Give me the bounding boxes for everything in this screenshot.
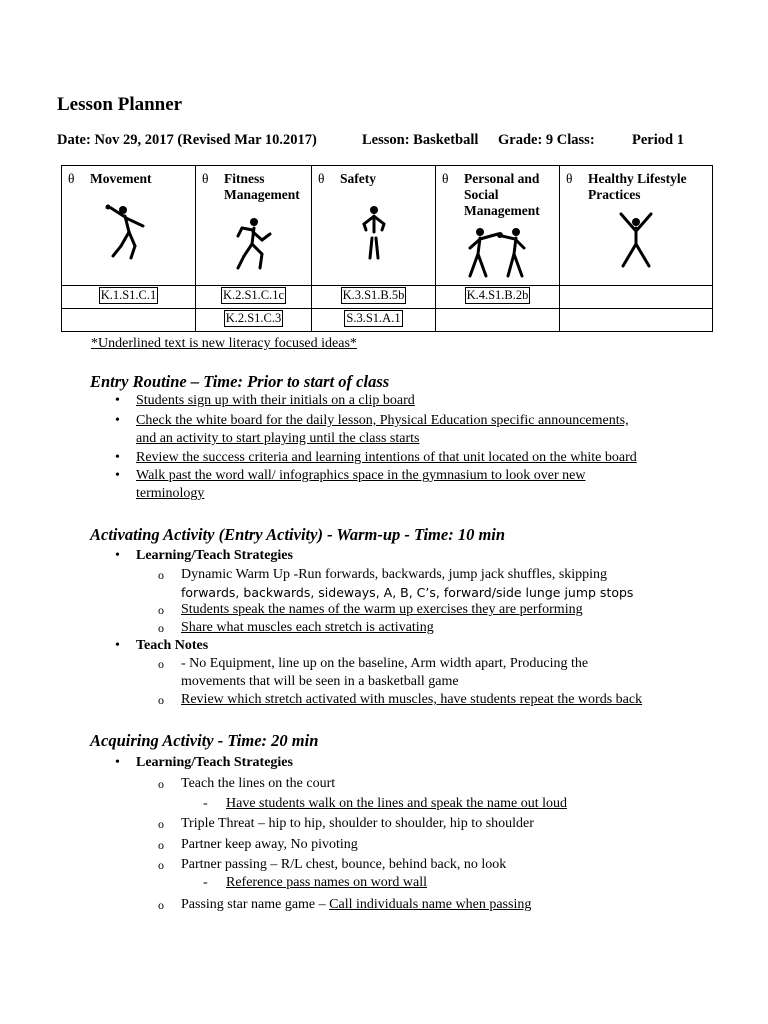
theta-symbol: θ — [566, 171, 573, 186]
standard-code-cell — [312, 309, 436, 332]
list-item: Triple Threat – hip to hip, shoulder to shoulder, hip to shoulder — [181, 816, 534, 831]
list-item: Partner passing – R/L chest, bounce, behind back, no look — [181, 857, 507, 872]
lesson-name: Lesson: Basketball — [362, 132, 479, 148]
sub-bullet: o — [158, 657, 164, 671]
standard-code: K.4.S1.B.2b — [466, 288, 529, 302]
header-label: Safety — [340, 171, 376, 186]
lesson-period: Period 1 — [632, 132, 684, 148]
list-item-continued: and an activity to start playing until the class starts — [136, 431, 420, 446]
dash-bullet: - — [203, 796, 208, 811]
list-item: Review the success criteria and learning intentions of that unit located on the white board — [136, 450, 637, 465]
strategies-label: Learning/Teach Strategies — [136, 755, 293, 770]
entry-routine-heading: Entry Routine – Time: Prior to start of class — [90, 372, 390, 391]
sub-bullet: o — [158, 858, 164, 872]
activating-activity-heading: Activating Activity (Entry Activity) - Warm-up - Time: 10 min — [90, 525, 506, 544]
list-sub-item: Have students walk on the lines and speak the name out loud — [226, 796, 567, 811]
list-sub-item: Reference pass names on word wall — [226, 875, 427, 890]
standard-header-personal-social — [436, 166, 560, 286]
standard-header-safety — [312, 166, 436, 286]
standard-code: S.3.S1.A.1 — [346, 311, 401, 325]
sub-bullet: o — [158, 817, 164, 831]
list-item: Partner keep away, No pivoting — [181, 837, 358, 852]
list-item-text: Passing star name game – — [181, 897, 330, 912]
lesson-date: Date: Nov 29, 2017 (Revised Mar 10.2017) — [57, 132, 317, 148]
sub-bullet: o — [158, 838, 164, 852]
list-item: Check the white board for the daily lesson, Physical Education specific announcements, — [136, 413, 629, 428]
standard-header-healthy-lifestyle — [560, 166, 713, 286]
list-item-underlined-text: Call individuals name when passing — [329, 897, 532, 912]
bullet: • — [115, 548, 120, 563]
standard-code-cell — [196, 286, 312, 309]
sub-bullet: o — [158, 777, 164, 791]
jumping-jack-figure-icon — [611, 208, 661, 272]
standard-code-cell-empty — [560, 286, 713, 309]
sub-bullet: o — [158, 568, 164, 582]
standard-header-fitness — [196, 166, 312, 286]
list-item: Walk past the word wall/ infographics space in the gymnasium to look over new — [136, 468, 586, 483]
sub-bullet: o — [158, 621, 164, 635]
standard-code-cell — [312, 286, 436, 309]
list-item: Students speak the names of the warm up exercises they are performing — [181, 602, 583, 617]
literacy-note: *Underlined text is new literacy focused ideas* — [91, 336, 357, 351]
standards-table — [61, 165, 713, 332]
safety-figure-icon — [354, 204, 394, 262]
list-item: Review which stretch activated with muscles, have students repeat the words back — [181, 692, 643, 707]
standard-code-cell — [436, 286, 560, 309]
standard-code-cell — [62, 286, 196, 309]
theta-symbol: θ — [202, 171, 209, 186]
header-label: Personal and Social Management — [464, 171, 540, 218]
standard-code: K.2.S1.C.3 — [225, 311, 282, 325]
teach-notes-label: Teach Notes — [136, 638, 209, 653]
acquiring-activity-heading: Acquiring Activity - Time: 20 min — [90, 731, 319, 750]
theta-symbol: θ — [68, 171, 75, 186]
standard-code: K.1.S1.C.1 — [100, 288, 157, 302]
standard-header-movement — [62, 166, 196, 286]
standard-code-cell-empty — [560, 309, 713, 332]
list-item-continued: movements that will be seen in a basketball game — [181, 674, 459, 689]
bullet: • — [115, 755, 120, 770]
sub-bullet: o — [158, 603, 164, 617]
list-item-continued: forwards, backwards, sideways, A, B, C’s, forward/side lunge jump stops — [181, 585, 634, 600]
theta-symbol: θ — [442, 171, 449, 186]
standard-code: K.2.S1.C.1c — [222, 288, 285, 302]
lesson-grade-class: Grade: 9 Class: — [498, 132, 595, 148]
theta-symbol: θ — [318, 171, 325, 186]
movement-figure-icon — [99, 200, 159, 262]
standard-code-cell-empty — [436, 309, 560, 332]
bullet: • — [115, 393, 120, 408]
list-item-continued: terminology — [136, 486, 205, 501]
list-item: - No Equipment, line up on the baseline, Arm width apart, Producing the — [181, 656, 589, 671]
list-item — [181, 896, 531, 914]
partner-passing-figure-icon — [458, 224, 538, 280]
bullet: • — [115, 468, 120, 483]
standard-code-cell — [196, 309, 312, 332]
header-label: Movement — [90, 171, 152, 186]
list-item: Dynamic Warm Up -Run forwards, backwards, jump jack shuffles, skipping — [181, 567, 608, 582]
standard-code: K.3.S1.B.5b — [342, 288, 405, 302]
dash-bullet: - — [203, 875, 208, 890]
bullet: • — [115, 413, 120, 428]
header-label: Fitness Management — [224, 171, 300, 202]
sub-bullet: o — [158, 693, 164, 707]
bullet: • — [115, 450, 120, 465]
strategies-label: Learning/Teach Strategies — [136, 548, 293, 563]
list-item: Teach the lines on the court — [181, 776, 336, 791]
list-item: Share what muscles each stretch is activating — [181, 620, 434, 635]
sub-bullet: o — [158, 898, 164, 912]
bullet: • — [115, 638, 120, 653]
list-item: Students sign up with their initials on a clip board — [136, 393, 415, 408]
page-title: Lesson Planner — [57, 94, 183, 115]
header-label: Healthy Lifestyle Practices — [588, 171, 687, 202]
standard-code-cell-empty — [62, 309, 196, 332]
runner-figure-icon — [224, 216, 284, 272]
